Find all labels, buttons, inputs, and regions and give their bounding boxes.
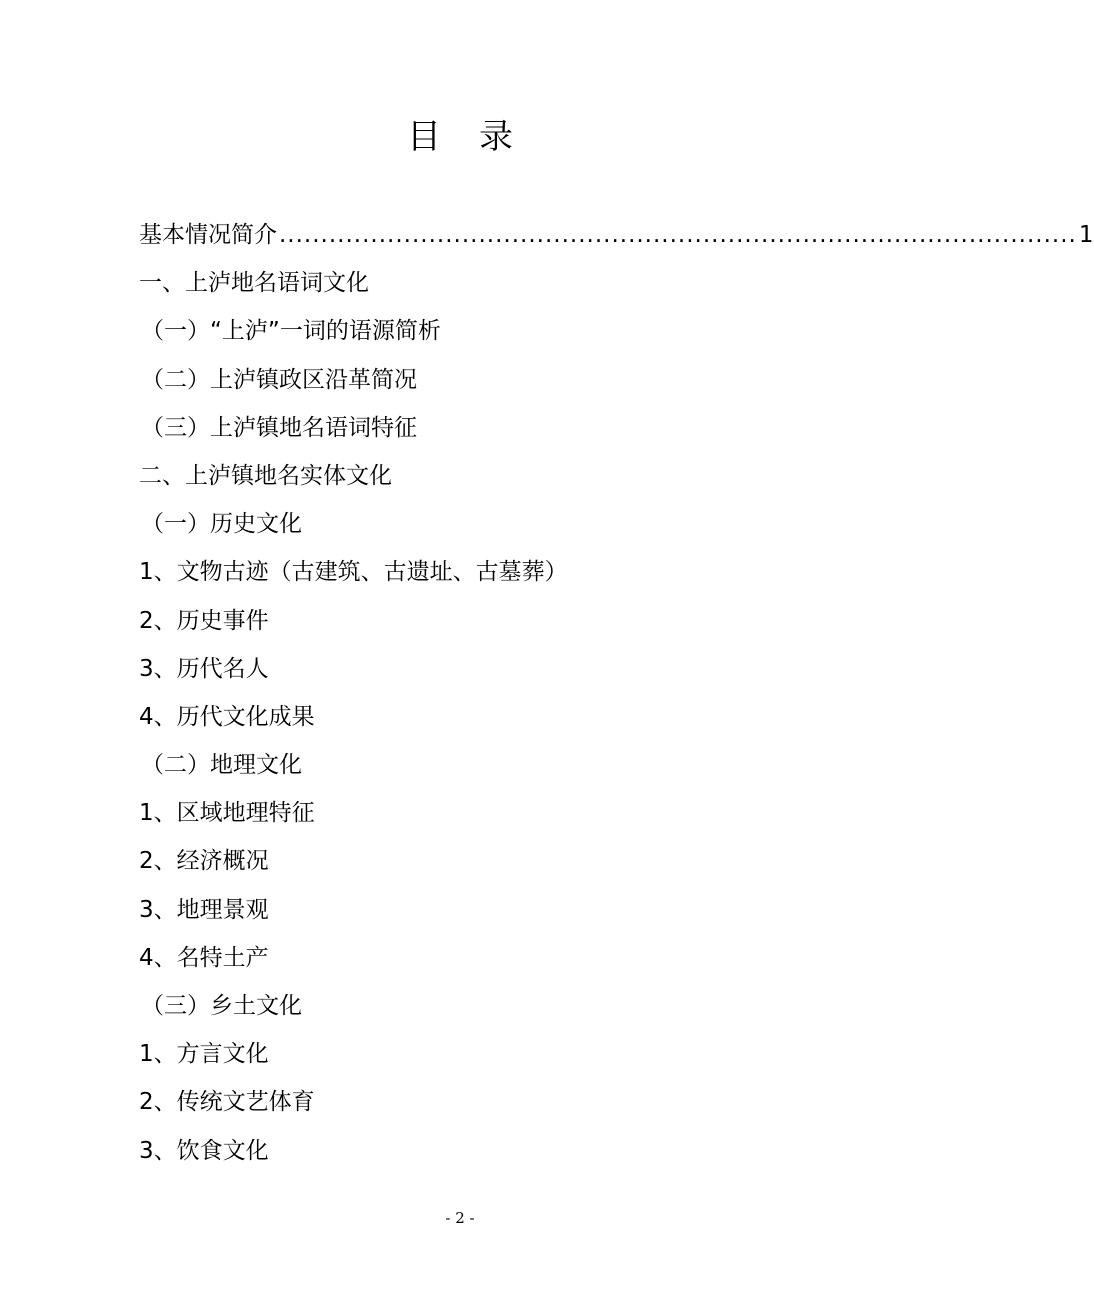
toc-entry[interactable] bbox=[139, 741, 699, 789]
toc-entry-text: （二）上泸镇政区沿革简况 bbox=[141, 366, 417, 393]
toc-entry-text: （三）乡土文化 bbox=[141, 993, 302, 1019]
toc-entry[interactable] bbox=[139, 934, 699, 982]
toc-entry-text: （二）地理文化 bbox=[141, 752, 302, 779]
page-title: 目录 bbox=[407, 117, 551, 157]
toc-page-number: 1 bbox=[1078, 222, 1094, 248]
toc-entry[interactable] bbox=[139, 211, 1094, 259]
toc-entry[interactable] bbox=[139, 452, 699, 500]
toc-entry-text: 2、历史事件 bbox=[139, 607, 269, 634]
toc-entry-text: 1、方言文化 bbox=[139, 1041, 269, 1068]
toc-entry-text: 二、上泸镇地名实体文化 bbox=[139, 462, 392, 489]
toc-entry[interactable] bbox=[139, 982, 699, 1030]
toc-entry[interactable] bbox=[139, 693, 699, 741]
toc-entry[interactable] bbox=[139, 886, 699, 934]
toc-dot-leader: ................................................................................................ bbox=[279, 222, 1077, 248]
toc-entry[interactable] bbox=[139, 645, 699, 693]
toc-entry-text: 2、经济概况 bbox=[139, 848, 269, 875]
toc-entry[interactable] bbox=[139, 548, 699, 596]
toc-entry-text: 3、地理景观 bbox=[139, 896, 269, 923]
toc-entry-text: 4、历代文化成果 bbox=[139, 703, 315, 730]
toc-entry[interactable] bbox=[139, 259, 699, 307]
toc-entry[interactable] bbox=[139, 404, 699, 452]
page-number-footer: - 2 - bbox=[445, 1209, 475, 1227]
toc-entry-text: （一）“上泸”一词的语源简析 bbox=[141, 318, 441, 345]
toc-entry-text: （三）上泸镇地名语词特征 bbox=[141, 414, 417, 441]
toc-entry-text: 3、历代名人 bbox=[139, 655, 269, 682]
toc-entry[interactable] bbox=[139, 837, 699, 885]
toc-entry[interactable] bbox=[139, 789, 699, 837]
toc-entry-text: 基本情况简介 bbox=[139, 222, 277, 248]
toc-entry[interactable] bbox=[139, 356, 699, 404]
toc-entry-text: 2、传统文艺体育 bbox=[139, 1089, 315, 1116]
toc-entry[interactable] bbox=[139, 1030, 699, 1078]
toc-entry-text: 一、上泸地名语词文化 bbox=[139, 270, 369, 297]
toc-entry-text: （一）历史文化 bbox=[141, 511, 302, 538]
toc-entry[interactable] bbox=[139, 597, 699, 645]
toc-entry-text: 1、文物古迹（古建筑、古遗址、古墓葬） bbox=[139, 559, 568, 586]
toc-entry[interactable] bbox=[139, 1127, 699, 1175]
toc-entry-text: 3、饮食文化 bbox=[139, 1137, 269, 1164]
toc-entry[interactable] bbox=[139, 1078, 699, 1126]
table-of-contents bbox=[139, 211, 1094, 1175]
toc-entry[interactable] bbox=[139, 307, 699, 355]
toc-entry-text: 1、区域地理特征 bbox=[139, 800, 315, 827]
toc-entry-text: 4、名特土产 bbox=[139, 944, 269, 971]
toc-entry[interactable] bbox=[139, 500, 699, 548]
